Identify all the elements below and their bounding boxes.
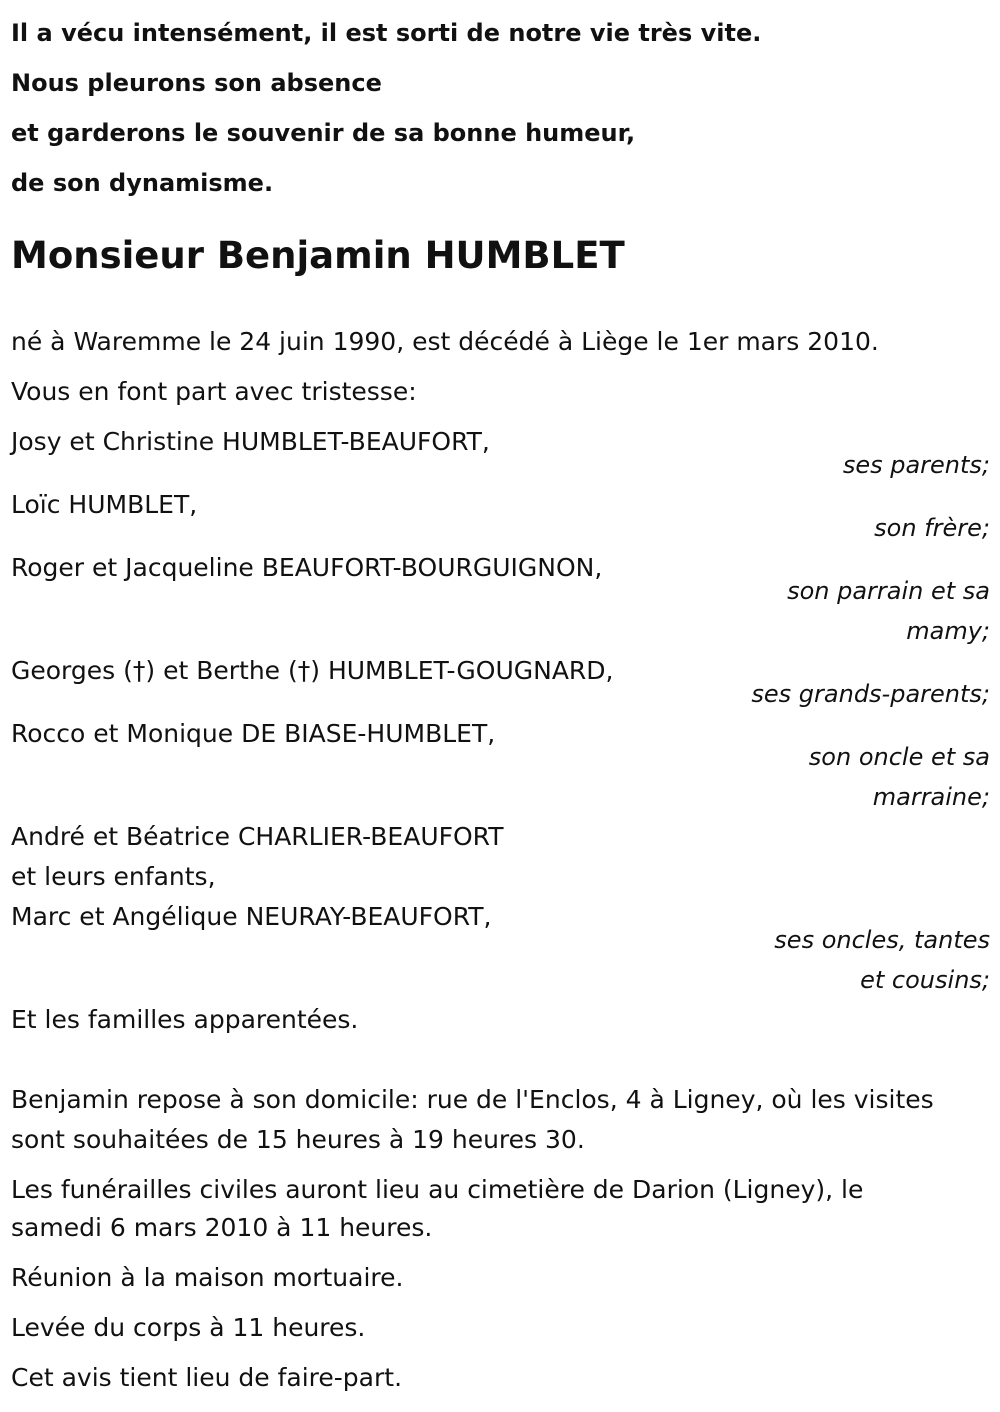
birth-death-line: né à Waremme le 24 juin 1990, est décédé à Liège le 1er mars 2010. (11, 327, 879, 356)
deceased-name: Monsieur Benjamin HUMBLET (11, 234, 625, 277)
parents-relation: ses parents; (842, 451, 990, 479)
grandparents-name-part: ) HUMBLET-GOUGNARD, (310, 656, 614, 685)
related-families: Et les familles apparentées. (11, 1005, 359, 1034)
meeting-info: Réunion à la maison mortuaire. (11, 1263, 404, 1292)
brother-relation: son frère; (874, 514, 990, 542)
intro-line: Il a vécu intensément, il est sorti de notre vie très vite. (11, 19, 762, 47)
uncles-relation: ses oncles, tantes (774, 926, 990, 954)
godparents-relation: son parrain et sa (787, 577, 990, 605)
godparents-names: Roger et Jacqueline BEAUFORT-BOURGUIGNON, (11, 553, 603, 582)
lift-info: Levée du corps à 11 heures. (11, 1313, 366, 1342)
grandparents-name-part: Georges ( (11, 656, 133, 685)
uncle-names: Rocco et Monique DE BIASE-HUMBLET, (11, 719, 496, 748)
grandparents-name-part: ) et Berthe ( (145, 656, 298, 685)
rest-info: Benjamin repose à son domicile: rue de l'Enclos, 4 à Ligney, où les visites (11, 1085, 934, 1114)
uncle-relation-cont: marraine; (872, 783, 990, 811)
intro-line: Nous pleurons son absence (11, 69, 382, 97)
uncles-names-cont: et leurs enfants, (11, 862, 216, 891)
uncles-names-cont: Marc et Angélique NEURAY-BEAUFORT, (11, 902, 492, 931)
brother-names: Loïc HUMBLET, (11, 490, 198, 519)
intro-verse (11, 8, 761, 208)
godparents-relation-cont: mamy; (906, 617, 990, 645)
grandparents-names (11, 651, 614, 691)
uncles-names: André et Béatrice CHARLIER-BEAUFORT (11, 822, 504, 851)
funeral-info: Les funérailles civiles auront lieu au cimetière de Darion (Ligney), le (11, 1175, 864, 1204)
parents-names: Josy et Christine HUMBLET-BEAUFORT, (11, 427, 490, 456)
funeral-info-cont: samedi 6 mars 2010 à 11 heures. (11, 1213, 433, 1242)
intro-line: de son dynamisme. (11, 169, 274, 197)
cross-icon: † (132, 656, 146, 685)
uncles-relation-cont: et cousins; (860, 966, 990, 994)
notice-info: Cet avis tient lieu de faire-part. (11, 1363, 403, 1392)
announce-line: Vous en font part avec tristesse: (11, 377, 417, 406)
uncle-relation: son oncle et sa (808, 743, 990, 771)
cross-icon: † (297, 656, 311, 685)
grandparents-relation: ses grands-parents; (751, 680, 990, 708)
intro-line: et garderons le souvenir de sa bonne humeur, (11, 119, 636, 147)
rest-info-cont: sont souhaitées de 15 heures à 19 heures 30. (11, 1125, 585, 1154)
